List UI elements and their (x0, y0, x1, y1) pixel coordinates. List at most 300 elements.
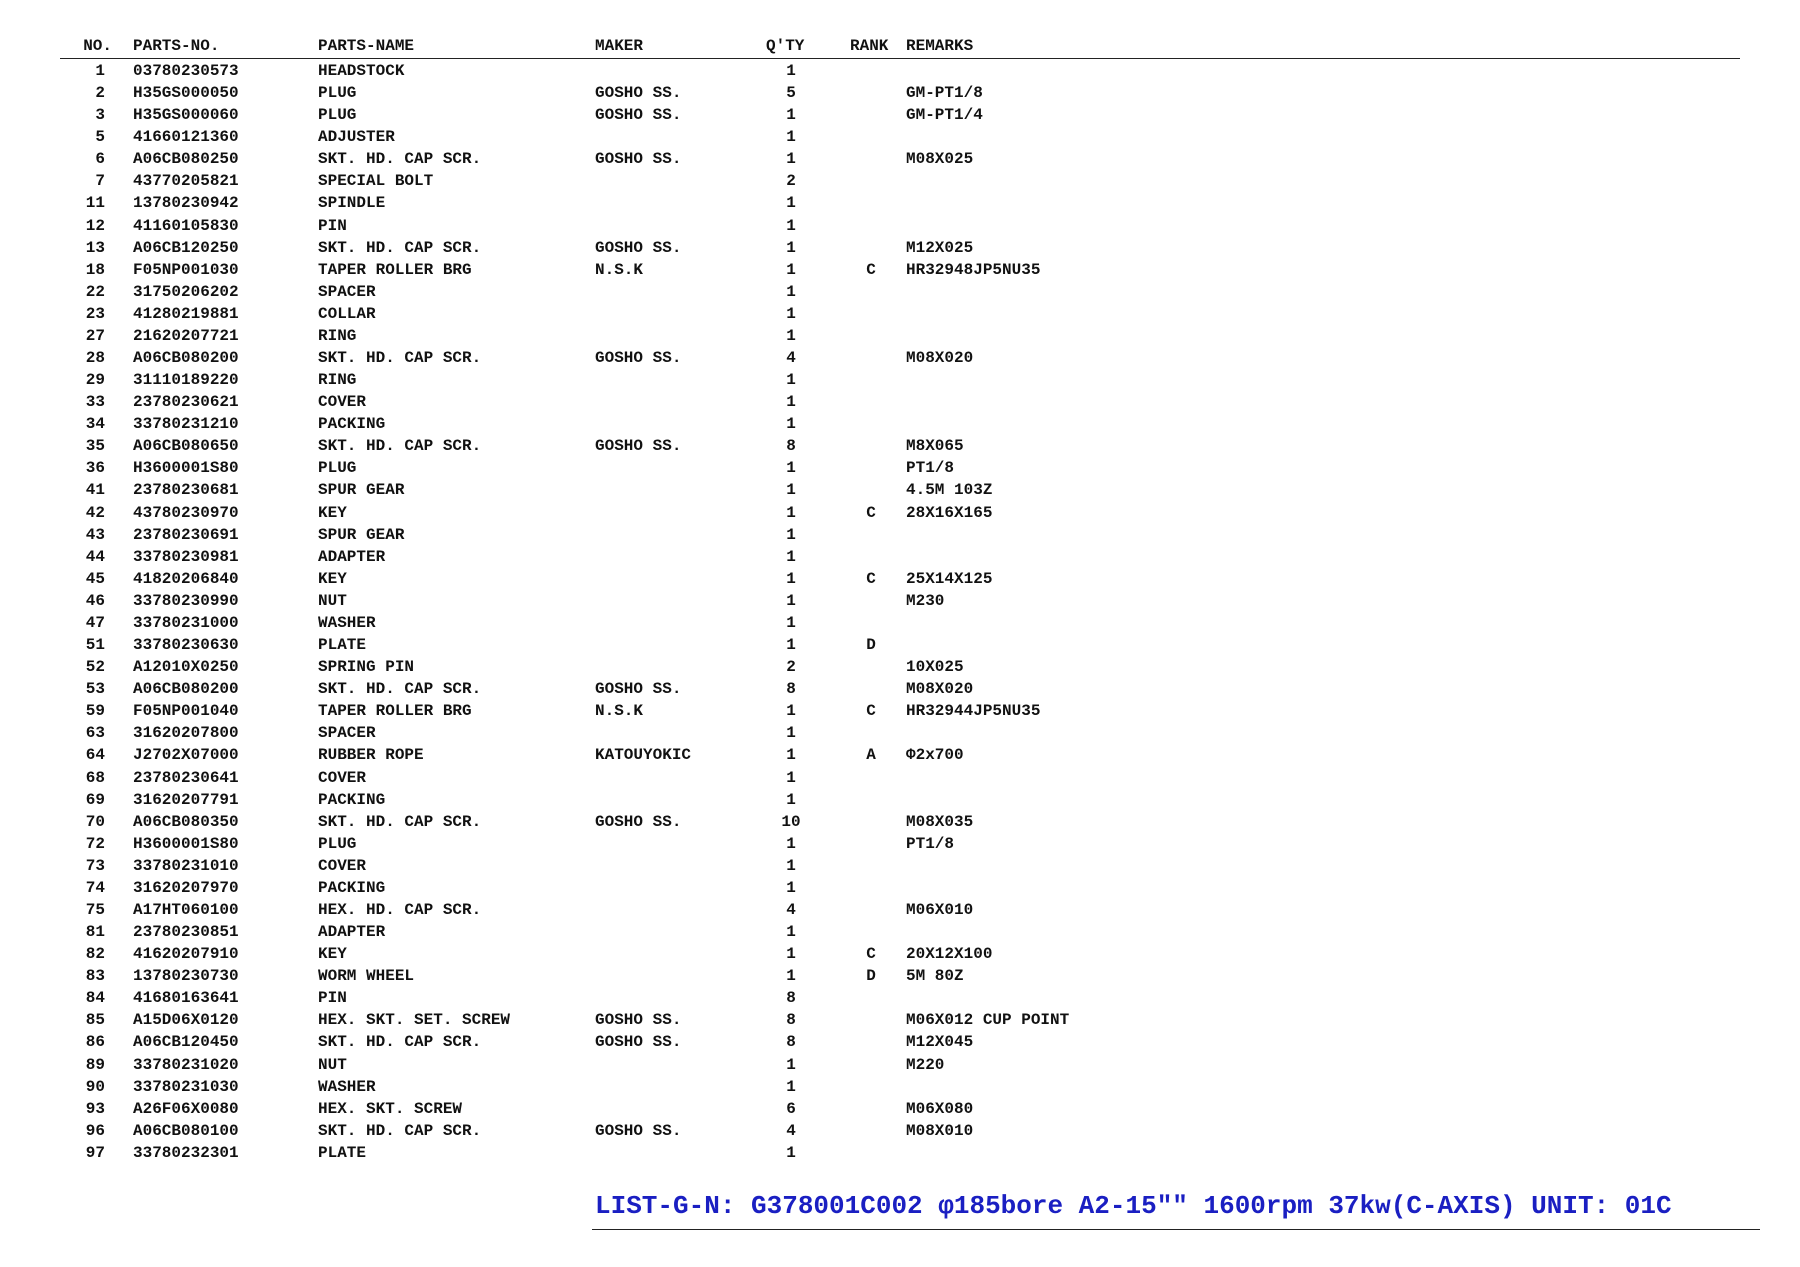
cell-parts-no: A15D06X0120 (133, 1011, 239, 1030)
cell-parts-no: J2702X07000 (133, 746, 239, 765)
cell-remarks: 4.5M 103Z (906, 481, 993, 500)
cell-parts-no: A12010X0250 (133, 658, 239, 677)
cell-parts-no: 33780231030 (133, 1077, 239, 1096)
table-row (60, 369, 1740, 391)
cell-parts-no: 31110189220 (133, 371, 239, 390)
cell-qty: 1 (786, 878, 796, 897)
cell-no: 89 (85, 1055, 105, 1074)
table-row (60, 678, 1740, 700)
cell-qty: 1 (786, 636, 796, 655)
cell-qty: 1 (786, 768, 796, 787)
cell-parts-name: SKT. HD. CAP SCR. (318, 150, 482, 169)
cell-no: 51 (85, 636, 105, 655)
cell-parts-no: F05NP001030 (133, 260, 239, 279)
cell-qty: 2 (786, 658, 796, 677)
cell-parts-no: 23780230851 (133, 923, 239, 942)
col-header-parts-name: PARTS-NAME (318, 37, 415, 55)
table-row (60, 413, 1740, 435)
table-row (60, 590, 1740, 612)
cell-no: 63 (85, 724, 105, 743)
cell-no: 33 (85, 393, 105, 412)
cell-parts-no: H3600001S80 (133, 834, 239, 853)
cell-maker: GOSHO SS. (595, 1033, 682, 1052)
cell-parts-no: 33780232301 (133, 1143, 239, 1162)
cell-parts-name: SPACER (318, 724, 376, 743)
cell-remarks: M220 (906, 1055, 945, 1074)
cell-parts-name: SKT. HD. CAP SCR. (318, 1121, 482, 1140)
cell-maker: GOSHO SS. (595, 1011, 682, 1030)
cell-no: 43 (85, 525, 105, 544)
cell-remarks: M06X012 CUP POINT (906, 1011, 1070, 1030)
table-row (60, 237, 1740, 259)
cell-parts-no: 23780230681 (133, 481, 239, 500)
cell-qty: 1 (786, 945, 796, 964)
table-row (60, 833, 1740, 855)
cell-qty: 1 (786, 1143, 796, 1162)
table-row (60, 700, 1740, 722)
cell-remarks: M08X010 (906, 1121, 974, 1140)
cell-remarks: GM-PT1/8 (906, 84, 983, 103)
cell-parts-name: KEY (318, 569, 347, 588)
cell-remarks: 28X16X165 (906, 503, 993, 522)
cell-parts-name: SKT. HD. CAP SCR. (318, 812, 482, 831)
table-row (60, 502, 1740, 524)
cell-parts-no: A06CB120450 (133, 1033, 239, 1052)
cell-parts-no: 41660121360 (133, 128, 239, 147)
cell-no: 35 (85, 437, 105, 456)
cell-parts-name: PLUG (318, 84, 357, 103)
cell-parts-name: ADJUSTER (318, 128, 395, 147)
cell-parts-no: H35GS000060 (133, 106, 239, 125)
table-row (60, 1120, 1740, 1142)
cell-no: 28 (85, 349, 105, 368)
cell-qty: 8 (786, 680, 796, 699)
cell-parts-no: 33780230981 (133, 547, 239, 566)
cell-parts-name: RING (318, 326, 357, 345)
cell-parts-no: A06CB080350 (133, 812, 239, 831)
cell-parts-no: A17HT060100 (133, 900, 239, 919)
cell-no: 5 (95, 128, 105, 147)
cell-qty: 2 (786, 172, 796, 191)
cell-qty: 1 (786, 194, 796, 213)
cell-parts-name: NUT (318, 1055, 347, 1074)
cell-parts-no: 23780230641 (133, 768, 239, 787)
cell-parts-name: HEX. SKT. SCREW (318, 1099, 463, 1118)
table-row (60, 634, 1740, 656)
cell-remarks: M06X080 (906, 1099, 974, 1118)
cell-parts-name: TAPER ROLLER BRG (318, 260, 472, 279)
cell-parts-name: WORM WHEEL (318, 967, 415, 986)
cell-remarks: HR32944JP5NU35 (906, 702, 1041, 721)
cell-rank: C (866, 260, 876, 279)
cell-no: 46 (85, 591, 105, 610)
cell-parts-no: 43780230970 (133, 503, 239, 522)
table-row (60, 281, 1740, 303)
cell-parts-name: HEX. SKT. SET. SCREW (318, 1011, 511, 1030)
cell-no: 75 (85, 900, 105, 919)
cell-qty: 4 (786, 900, 796, 919)
table-row (60, 811, 1740, 833)
cell-maker: GOSHO SS. (595, 1121, 682, 1140)
cell-parts-no: 41280219881 (133, 304, 239, 323)
cell-maker: GOSHO SS. (595, 150, 682, 169)
cell-parts-no: H3600001S80 (133, 459, 239, 478)
table-row (60, 215, 1740, 237)
cell-parts-name: PLUG (318, 106, 357, 125)
table-row (60, 899, 1740, 921)
cell-no: 70 (85, 812, 105, 831)
cell-no: 42 (85, 503, 105, 522)
cell-remarks: M8X065 (906, 437, 964, 456)
table-header (60, 37, 1740, 59)
cell-qty: 1 (786, 923, 796, 942)
table-row (60, 325, 1740, 347)
parts-table-body (60, 60, 1740, 1164)
cell-parts-no: 03780230573 (133, 62, 239, 80)
cell-qty: 1 (786, 481, 796, 500)
cell-parts-name: COVER (318, 768, 367, 787)
cell-qty: 1 (786, 967, 796, 986)
cell-qty: 1 (786, 525, 796, 544)
cell-no: 7 (95, 172, 105, 191)
col-header-no: NO. (83, 37, 112, 55)
cell-parts-no: 41820206840 (133, 569, 239, 588)
cell-parts-no: 21620207721 (133, 326, 239, 345)
cell-parts-no: 31620207970 (133, 878, 239, 897)
cell-qty: 1 (786, 216, 796, 235)
cell-remarks: PT1/8 (906, 459, 955, 478)
cell-maker: KATOUYOKIC (595, 746, 692, 765)
cell-parts-name: TAPER ROLLER BRG (318, 702, 472, 721)
cell-parts-no: 43770205821 (133, 172, 239, 191)
header-divider (60, 58, 1740, 59)
cell-parts-name: PACKING (318, 415, 386, 434)
cell-qty: 1 (786, 790, 796, 809)
cell-no: 97 (85, 1143, 105, 1162)
cell-no: 44 (85, 547, 105, 566)
cell-qty: 1 (786, 371, 796, 390)
table-row (60, 612, 1740, 634)
cell-parts-no: A06CB080200 (133, 349, 239, 368)
cell-qty: 1 (786, 128, 796, 147)
cell-no: 45 (85, 569, 105, 588)
cell-maker: GOSHO SS. (595, 84, 682, 103)
cell-parts-name: KEY (318, 945, 347, 964)
cell-rank: D (866, 636, 876, 655)
cell-parts-name: ADAPTER (318, 923, 386, 942)
cell-no: 13 (85, 238, 105, 257)
cell-remarks: M06X010 (906, 900, 974, 919)
cell-maker: GOSHO SS. (595, 106, 682, 125)
cell-no: 72 (85, 834, 105, 853)
cell-no: 47 (85, 613, 105, 632)
cell-no: 1 (95, 62, 105, 80)
cell-remarks: PT1/8 (906, 834, 955, 853)
cell-qty: 1 (786, 834, 796, 853)
cell-parts-no: 33780231210 (133, 415, 239, 434)
table-row (60, 126, 1740, 148)
cell-qty: 1 (786, 569, 796, 588)
cell-maker: GOSHO SS. (595, 680, 682, 699)
cell-parts-no: 23780230621 (133, 393, 239, 412)
cell-parts-no: 41160105830 (133, 216, 239, 235)
cell-qty: 1 (786, 106, 796, 125)
cell-no: 27 (85, 326, 105, 345)
cell-no: 23 (85, 304, 105, 323)
cell-parts-name: PIN (318, 989, 347, 1008)
cell-qty: 1 (786, 238, 796, 257)
table-row (60, 1031, 1740, 1053)
cell-qty: 1 (786, 1077, 796, 1096)
cell-parts-name: SPRING PIN (318, 658, 415, 677)
col-header-remarks: REMARKS (906, 37, 974, 55)
cell-no: 22 (85, 282, 105, 301)
cell-qty: 1 (786, 282, 796, 301)
col-header-rank: RANK (850, 37, 889, 55)
cell-parts-name: PLATE (318, 1143, 367, 1162)
cell-no: 6 (95, 150, 105, 169)
cell-no: 96 (85, 1121, 105, 1140)
cell-qty: 1 (786, 150, 796, 169)
cell-no: 64 (85, 746, 105, 765)
cell-remarks: 25X14X125 (906, 569, 993, 588)
cell-qty: 1 (786, 260, 796, 279)
cell-qty: 1 (786, 326, 796, 345)
cell-parts-name: RUBBER ROPE (318, 746, 424, 765)
cell-rank: C (866, 569, 876, 588)
cell-no: 74 (85, 878, 105, 897)
cell-no: 85 (85, 1011, 105, 1030)
cell-parts-name: SKT. HD. CAP SCR. (318, 349, 482, 368)
cell-qty: 1 (786, 62, 796, 80)
cell-remarks: Φ2x700 (906, 746, 964, 765)
cell-parts-no: 13780230942 (133, 194, 239, 213)
cell-parts-name: PACKING (318, 878, 386, 897)
cell-no: 81 (85, 923, 105, 942)
cell-qty: 6 (786, 1099, 796, 1118)
cell-rank: A (866, 746, 876, 765)
cell-no: 34 (85, 415, 105, 434)
cell-no: 69 (85, 790, 105, 809)
cell-no: 18 (85, 260, 105, 279)
cell-qty: 1 (786, 503, 796, 522)
table-row (60, 170, 1740, 192)
cell-parts-no: 33780231020 (133, 1055, 239, 1074)
table-row (60, 943, 1740, 965)
cell-parts-name: RING (318, 371, 357, 390)
table-row (60, 104, 1740, 126)
cell-no: 68 (85, 768, 105, 787)
cell-parts-no: 31750206202 (133, 282, 239, 301)
cell-remarks: GM-PT1/4 (906, 106, 983, 125)
cell-qty: 1 (786, 591, 796, 610)
cell-parts-name: SPECIAL BOLT (318, 172, 434, 191)
cell-rank: C (866, 702, 876, 721)
cell-parts-no: 13780230730 (133, 967, 239, 986)
cell-qty: 5 (786, 84, 796, 103)
cell-parts-name: SKT. HD. CAP SCR. (318, 680, 482, 699)
table-row (60, 1142, 1740, 1164)
cell-parts-name: PLUG (318, 834, 357, 853)
cell-remarks: M08X020 (906, 349, 974, 368)
cell-parts-name: HEADSTOCK (318, 62, 405, 80)
cell-no: 73 (85, 856, 105, 875)
table-row (60, 60, 1740, 82)
cell-parts-no: 33780230630 (133, 636, 239, 655)
cell-no: 59 (85, 702, 105, 721)
table-row (60, 391, 1740, 413)
cell-qty: 8 (786, 989, 796, 1008)
cell-parts-name: SKT. HD. CAP SCR. (318, 1033, 482, 1052)
col-header-parts-no: PARTS-NO. (133, 37, 220, 55)
cell-parts-name: SPUR GEAR (318, 525, 405, 544)
cell-qty: 1 (786, 856, 796, 875)
cell-remarks: M08X020 (906, 680, 974, 699)
table-row (60, 457, 1740, 479)
cell-maker: N.S.K (595, 260, 644, 279)
cell-qty: 1 (786, 746, 796, 765)
cell-qty: 1 (786, 613, 796, 632)
cell-parts-no: F05NP001040 (133, 702, 239, 721)
cell-no: 52 (85, 658, 105, 677)
table-row (60, 744, 1740, 766)
cell-qty: 4 (786, 1121, 796, 1140)
footer-divider (592, 1229, 1760, 1230)
cell-remarks: M12X025 (906, 238, 974, 257)
cell-no: 82 (85, 945, 105, 964)
cell-remarks: 20X12X100 (906, 945, 993, 964)
cell-no: 86 (85, 1033, 105, 1052)
cell-no: 84 (85, 989, 105, 1008)
table-row (60, 767, 1740, 789)
table-row (60, 435, 1740, 457)
col-header-maker: MAKER (595, 37, 644, 55)
cell-parts-name: COVER (318, 393, 367, 412)
cell-maker: GOSHO SS. (595, 812, 682, 831)
cell-remarks: M12X045 (906, 1033, 974, 1052)
col-header-qty: Q'TY (766, 37, 805, 55)
cell-parts-name: KEY (318, 503, 347, 522)
cell-rank: C (866, 503, 876, 522)
cell-qty: 8 (786, 1033, 796, 1052)
table-row (60, 82, 1740, 104)
cell-parts-name: WASHER (318, 1077, 376, 1096)
cell-no: 41 (85, 481, 105, 500)
cell-no: 12 (85, 216, 105, 235)
cell-remarks: 10X025 (906, 658, 964, 677)
cell-maker: GOSHO SS. (595, 238, 682, 257)
cell-qty: 8 (786, 437, 796, 456)
cell-no: 2 (95, 84, 105, 103)
cell-parts-name: PLATE (318, 636, 367, 655)
table-row (60, 987, 1740, 1009)
table-row (60, 546, 1740, 568)
cell-remarks: HR32948JP5NU35 (906, 260, 1041, 279)
cell-parts-no: A06CB120250 (133, 238, 239, 257)
cell-no: 11 (85, 194, 105, 213)
cell-parts-no: 23780230691 (133, 525, 239, 544)
cell-parts-no: 33780231010 (133, 856, 239, 875)
table-row (60, 921, 1740, 943)
cell-parts-no: A06CB080200 (133, 680, 239, 699)
table-row (60, 789, 1740, 811)
table-row (60, 965, 1740, 987)
cell-parts-name: NUT (318, 591, 347, 610)
cell-parts-name: SPUR GEAR (318, 481, 405, 500)
table-row (60, 479, 1740, 501)
cell-qty: 1 (786, 1055, 796, 1074)
table-row (60, 1076, 1740, 1098)
cell-qty: 1 (786, 459, 796, 478)
cell-no: 53 (85, 680, 105, 699)
table-row (60, 303, 1740, 325)
table-row (60, 524, 1740, 546)
cell-parts-name: ADAPTER (318, 547, 386, 566)
cell-parts-name: COLLAR (318, 304, 376, 323)
cell-no: 83 (85, 967, 105, 986)
cell-qty: 1 (786, 724, 796, 743)
cell-remarks: M08X035 (906, 812, 974, 831)
cell-parts-no: A06CB080100 (133, 1121, 239, 1140)
cell-parts-name: HEX. HD. CAP SCR. (318, 900, 482, 919)
cell-qty: 4 (786, 349, 796, 368)
cell-parts-name: PIN (318, 216, 347, 235)
cell-parts-no: 41680163641 (133, 989, 239, 1008)
table-row (60, 656, 1740, 678)
cell-parts-name: SPINDLE (318, 194, 386, 213)
list-footer-title: LIST-G-N: G378001C002 φ185bore A2-15"" 1600rpm 37kw(C-AXIS) UNIT: 01C (595, 1191, 1672, 1221)
cell-qty: 8 (786, 1011, 796, 1030)
cell-parts-no: 31620207791 (133, 790, 239, 809)
table-row (60, 1098, 1740, 1120)
cell-parts-no: A06CB080650 (133, 437, 239, 456)
cell-remarks: M230 (906, 591, 945, 610)
cell-no: 90 (85, 1077, 105, 1096)
cell-parts-no: 33780231000 (133, 613, 239, 632)
cell-parts-name: SKT. HD. CAP SCR. (318, 437, 482, 456)
cell-parts-name: COVER (318, 856, 367, 875)
cell-parts-no: 33780230990 (133, 591, 239, 610)
cell-parts-name: WASHER (318, 613, 376, 632)
cell-parts-no: H35GS000050 (133, 84, 239, 103)
table-row (60, 855, 1740, 877)
cell-qty: 10 (781, 812, 801, 831)
table-row (60, 877, 1740, 899)
cell-parts-no: A06CB080250 (133, 150, 239, 169)
table-row (60, 192, 1740, 214)
cell-qty: 1 (786, 547, 796, 566)
table-row (60, 1054, 1740, 1076)
cell-qty: 1 (786, 393, 796, 412)
cell-parts-name: PACKING (318, 790, 386, 809)
cell-maker: GOSHO SS. (595, 349, 682, 368)
cell-rank: D (866, 967, 876, 986)
table-row (60, 347, 1740, 369)
cell-remarks: M08X025 (906, 150, 974, 169)
cell-qty: 1 (786, 702, 796, 721)
cell-remarks: 5M 80Z (906, 967, 964, 986)
table-row (60, 722, 1740, 744)
table-row (60, 148, 1740, 170)
table-row (60, 259, 1740, 281)
cell-no: 36 (85, 459, 105, 478)
cell-no: 3 (95, 106, 105, 125)
cell-no: 29 (85, 371, 105, 390)
cell-parts-name: SPACER (318, 282, 376, 301)
cell-parts-no: A26F06X0080 (133, 1099, 239, 1118)
cell-parts-name: SKT. HD. CAP SCR. (318, 238, 482, 257)
cell-maker: N.S.K (595, 702, 644, 721)
